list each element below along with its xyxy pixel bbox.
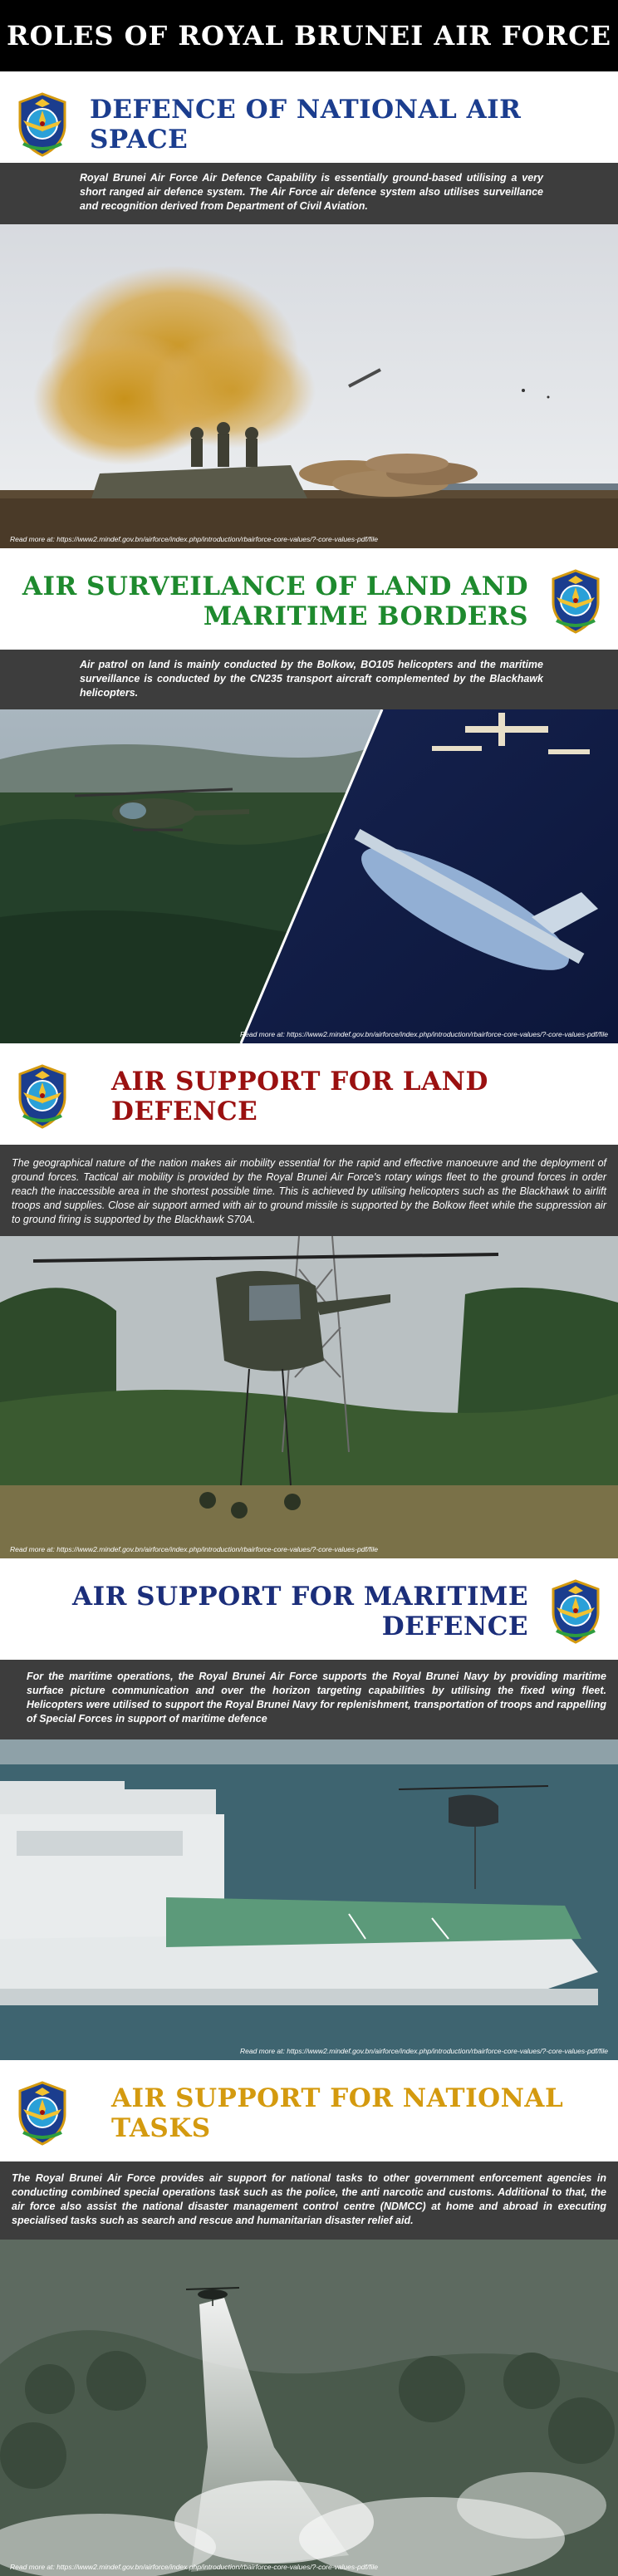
section-5-photo bbox=[0, 2240, 618, 2576]
section-3-photo bbox=[0, 1236, 618, 1558]
section-2-heading bbox=[22, 572, 528, 631]
section-5-heading: AIR SUPPORT FOR NATIONAL TASKS bbox=[111, 2083, 564, 2143]
section-2-read-more[interactable]: Read more at: https://www2.mindef.gov.bn/airforce/index.php/introduction/rbairforce-core-values/?-core-values-pdf/file bbox=[240, 1030, 608, 1038]
section-3-read-more[interactable]: Read more at: https://www2.mindef.gov.bn/airforce/index.php/introduction/rbairforce-core-values/?-core-values-pdf/file bbox=[10, 1545, 378, 1553]
section-1-description: Royal Brunei Air Force Air Defence Capability is essentially ground-based utilising a very short ranged air defence system. The Air Force air defence system also utilises surveillance and recognition derived from Department of Civil Aviation. bbox=[0, 163, 618, 224]
section-5-description: The Royal Brunei Air Force provides air support for national tasks to other government enforcement agencies in conducting combined special operations task such as the police, the anti narcotic and customs. Additional to that, the air force also assist the national disaster management control centre (NDMCC) at home and abroad in executing specialised tasks such as search and rescue and humanitarian disaster relief aid. bbox=[0, 2161, 618, 2240]
section-1-heading-row bbox=[0, 76, 618, 173]
title-bar bbox=[0, 0, 618, 71]
rbaf-emblem-icon bbox=[12, 92, 73, 157]
section-1-heading: DEFENCE OF NATIONAL AIR SPACE bbox=[90, 95, 522, 155]
section-4-heading-row bbox=[0, 1563, 618, 1660]
section-4-description: For the maritime operations, the Royal Brunei Air Force supports the Royal Brunei Navy by providing maritime surface picture communication and over the horizon targeting capabilities by utilising the fixed wing fleet. Helicopters were utilised to support the Royal Brunei Navy for replenishment, transportation of troops and rappelling of Special Forces in support of maritime defence bbox=[0, 1660, 618, 1739]
section-3-heading-row bbox=[0, 1048, 618, 1145]
section-5-read-more[interactable]: Read more at: https://www2.mindef.gov.bn/airforce/index.php/introduction/rbairforce-core-values/?-core-values-pdf/file bbox=[10, 2563, 378, 2571]
section-2-heading-line-1: AIR SURVEILANCE OF LAND AND bbox=[22, 572, 528, 601]
rbaf-emblem-icon bbox=[12, 1064, 73, 1129]
section-4-read-more[interactable]: Read more at: https://www2.mindef.gov.bn/airforce/index.php/introduction/rbairforce-core-values/?-core-values-pdf/file bbox=[240, 2047, 608, 2055]
section-1-photo bbox=[0, 224, 618, 548]
section-1-read-more[interactable]: Read more at: https://www2.mindef.gov.bn/airforce/index.php/introduction/rbairforce-core-values/?-core-values-pdf/file bbox=[10, 535, 378, 543]
rbaf-emblem-icon bbox=[12, 2081, 73, 2146]
section-2-heading-line-2: MARITIME BORDERS bbox=[203, 601, 528, 631]
page-title: ROLES OF ROYAL BRUNEI AIR FORCE bbox=[7, 20, 611, 52]
section-2-description: Air patrol on land is mainly conducted by the Bolkow, BO105 helicopters and the maritime surveillance is conducted by the CN235 transport aircraft complemented by the Blackhawk helicopters. bbox=[0, 650, 618, 709]
section-5-heading-row bbox=[0, 2065, 618, 2161]
section-2-photo bbox=[0, 709, 618, 1043]
rbaf-emblem-icon bbox=[545, 569, 606, 634]
section-2-heading-row bbox=[0, 553, 618, 650]
section-3-heading: AIR SUPPORT FOR LAND DEFENCE bbox=[111, 1067, 488, 1126]
section-3-description: The geographical nature of the nation makes air mobility essential for the rapid and effective manoeuvre and the deployment of ground forces. Tactical air mobility is provided by the Royal Brunei Air Force's rotary wings fleet to the ground forces in order reach the inaccessible area in the shortest possible time. This is achieved by utilising helicopters such as the Blackhawk to airlift troops and supplies. Close air support armed with air to ground missile is supported by the Bolkow fleet while the suppression air to ground firing is supported by the Blackhawk S70A. bbox=[0, 1145, 618, 1236]
section-4-photo bbox=[0, 1739, 618, 2060]
rbaf-emblem-icon bbox=[545, 1579, 606, 1644]
section-4-heading: AIR SUPPORT FOR MARITIME DEFENCE bbox=[72, 1582, 528, 1641]
